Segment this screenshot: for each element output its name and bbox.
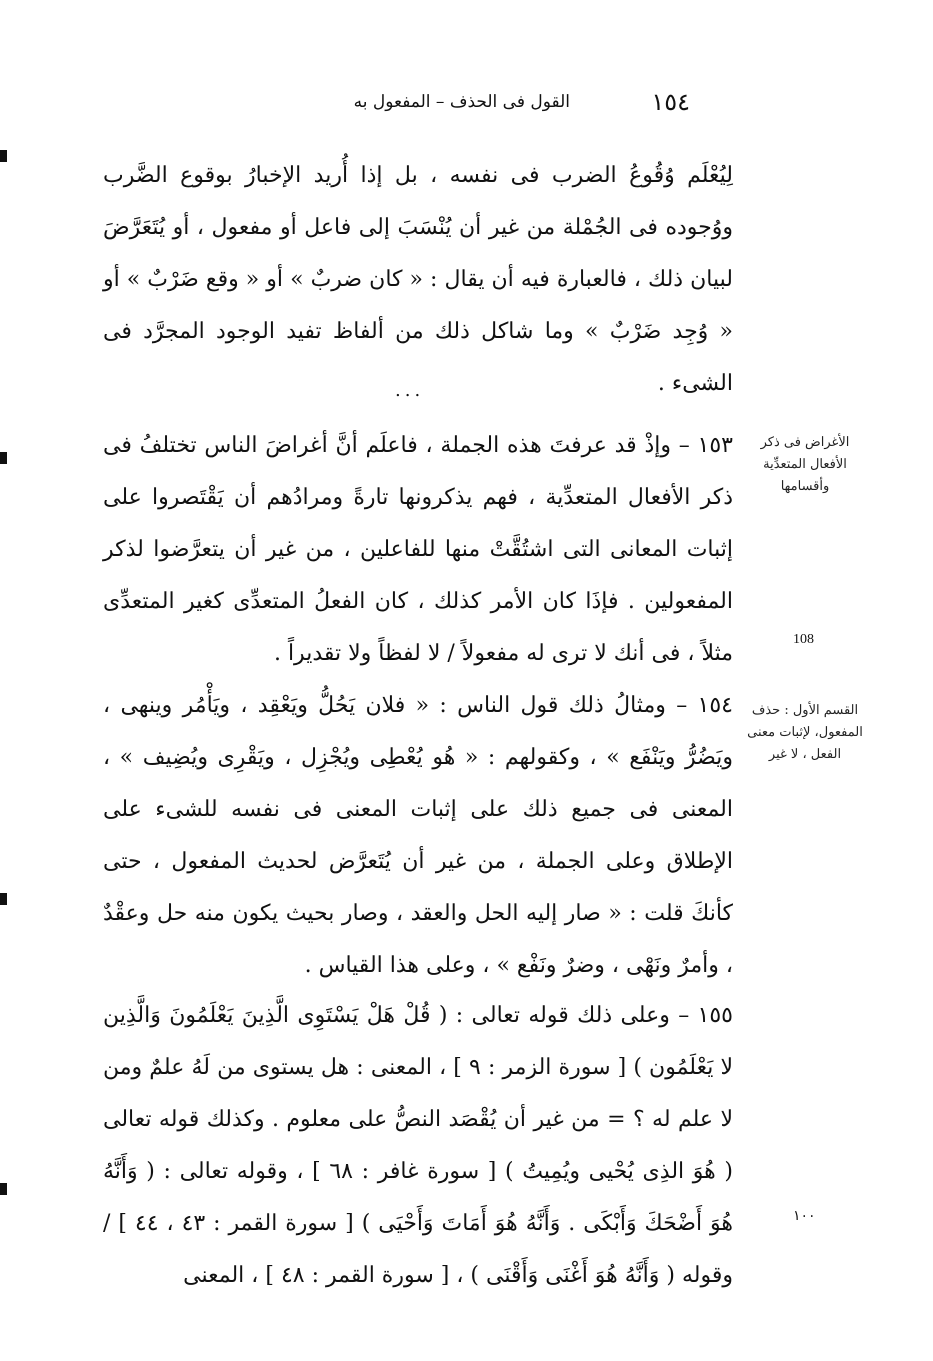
margin-note-2: القسم الأول : حذف المفعول، لإثبات معنى الفعل ، لا غير: [747, 703, 863, 762]
scan-edge-mark: [0, 150, 7, 162]
paragraph-155: [103, 990, 733, 1302]
paragraph-continuation: [103, 150, 733, 410]
paragraph-text: ١٥٤ – ومثالُ ذلك قول الناس : « فلان يَحُلُّ ويَعْقِد ، ويَأْمُر وينهى ، ويَضُرُّ ويَنْفَع » ، وكقولهم : « هُو يُعْطِى ويُجْزِل ، ويَقْرِى ويُضِيف » ، المعنى فى جميع ذلك على إثبات المعنى فى نفسه للشىء على الإطلاق وعلى الجملة ، من غير أن يُتَعرَّض لحديث المفعول ، حتى كأنكَ قلت : « صار إليه الحل والعقد ، وصار بحيث يكون منه حل وعقْدٌ ، وأمرٌ ونَهْى ، وضرٌ ونَفْع » ، وعلى هذا القياس .: [103, 693, 733, 978]
scan-edge-mark: [0, 452, 7, 464]
margin-note-1: الأغراض فى ذكر الأفعال المتعدِّية وأقسامها: [760, 435, 850, 494]
scan-edge-mark: [0, 893, 7, 905]
paragraph-text: ١٥٥ – وعلى ذلك قوله تعالى : ( قُلْ هَلْ يَسْتَوِى الَّذِينَ يَعْلَمُونَ وَالَّذِين لا يَعْلَمُون ) [ سورة الزمر : ٩ ] ، المعنى : هل يستوى من لَهُ علمٌ ومن لا علم له ؟ = من غير أن يُقْصَد النصُّ على معلوم . وكذلك قوله تعالى ( هُوَ الذِى يُحْيى ويُمِيتُ ) [ سورة غافر : ٦٨ ] ، وقوله تعالى : ( وَأَنَّهُ هُوَ أَضْحَكَ وَأَبْكَى . وَأَنَّهُ هُوَ أَمَاتَ وَأَحْيَى ) [ سورة القمر : ٤٣ ، ٤٤ ] / وقوله ( وَأَنَّهُ هُوَ أَغْنَى وَأَقْنَى ) ، [ سورة القمر : ٤٨ ] ، المعنى: [103, 1003, 734, 1288]
running-title: القول فى الحذف – المفعول به: [353, 92, 570, 112]
paragraph-154: [103, 680, 733, 992]
paragraph-153: [103, 420, 733, 680]
original-page-ref-1: 108: [793, 632, 814, 647]
paragraph-text: لِيُعْلَم وُقُوعُ الضرب فى نفسه ، بل إذا أُريد الإخبارُ بوقوع الضَّرب ووُجوده فى الجُمْلة من غير أن يُنْسَبَ إلى فاعل أو مفعول ، أو يُتَعَرَّضَ لبيان ذلك ، فالعبارة فيه أن يقال : « كان ضربٌ » أو « وقع ضَرْبٌ » أو « وُجِد ضَرْبٌ » وما شاكل ذلك من ألفاظ تفيد الوجود المجرَّد فى الشىء .: [103, 163, 733, 396]
page-header: [290, 88, 690, 124]
page-number: ١٥٤: [651, 88, 690, 116]
original-page-ref-2: ١٠٠: [793, 1209, 816, 1224]
paragraph-text: ١٥٣ – وإذْ قد عرفتَ هذه الجملة ، فاعلَم أنَّ أغراضَ الناس تختلفُ فى ذكر الأفعال المتعدِّية ، فهم يذكرونها تارةً ومرادُهم أن يَقْتَصروا على إثبات المعانى التى اشتُقَّتْ منها للفاعلين ، من غير أن يتعرَّضوا لذكر المفعولين . فإذَا كان الأمر كذلك ، كان الفعلُ المتعدِّى كغير المتعدِّى مثلاً ، فى أنك لا ترى له مفعولاً / لا لفظاً ولا تقديراً .: [103, 433, 733, 666]
section-separator: ...: [395, 380, 425, 401]
scan-edge-mark: [0, 1183, 7, 1195]
